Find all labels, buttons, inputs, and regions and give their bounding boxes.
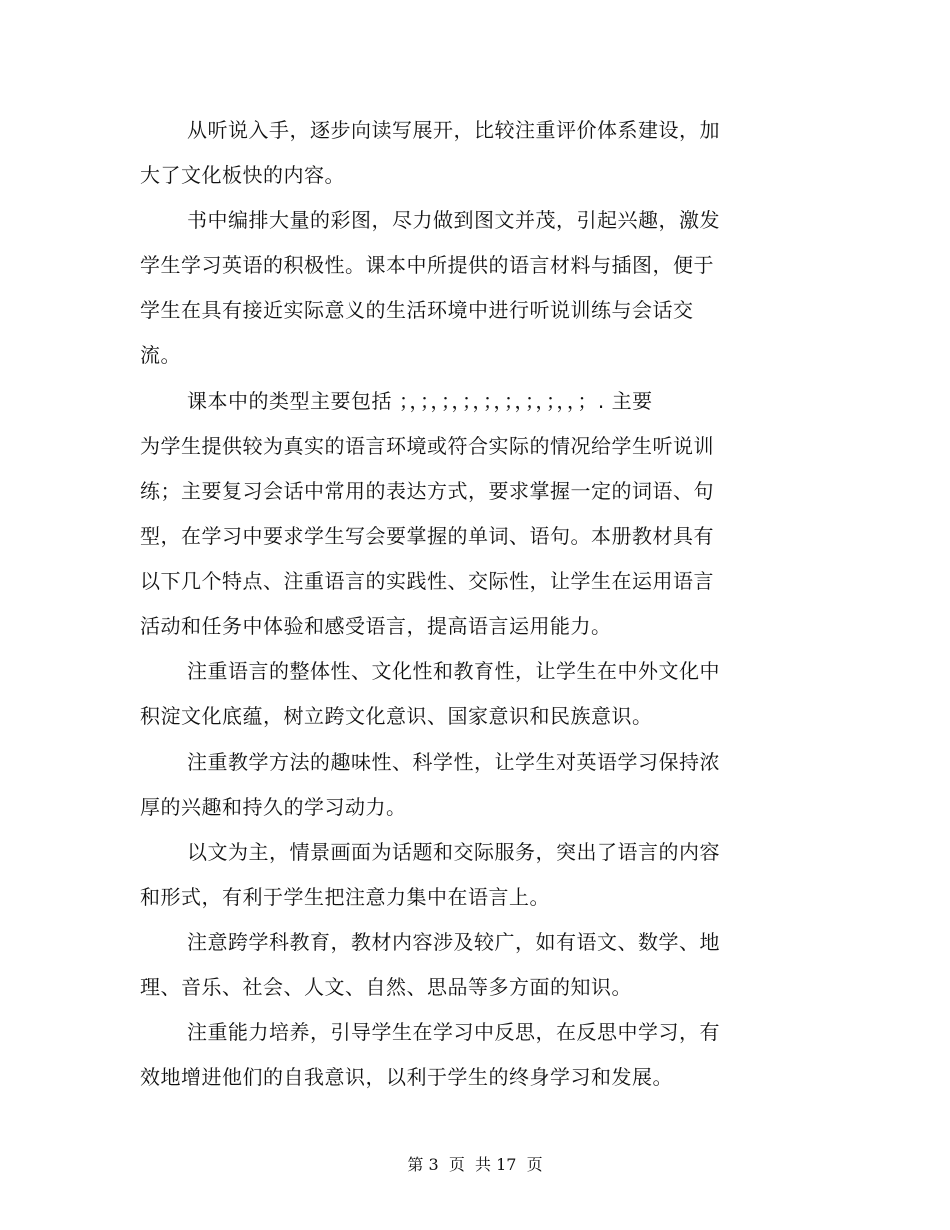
text-line: 注重教学方法的趣味性、科学性，让学生对英语学习保持浓 xyxy=(187,750,720,774)
text-line: 注意跨学科教育，教材内容涉及较广，如有语文、数学、地 xyxy=(187,930,720,954)
text-line: 从听说入手，逐步向读写展开，比较注重评价体系建设，加 xyxy=(187,118,720,142)
text-line: 学生在具有接近实际意义的生活环境中进行听说训练与会话交 xyxy=(140,298,694,322)
text-line: 以文为主，情景画面为话题和交际服务，突出了语言的内容 xyxy=(187,840,720,864)
text-line: 为学生提供较为真实的语言环境或符合实际的情况给学生听说训 xyxy=(140,434,714,458)
text-line: 厚的兴趣和持久的学习动力。 xyxy=(140,795,407,819)
text-line: 效地增进他们的自我意识，以利于学生的终身学习和发展。 xyxy=(140,1065,673,1089)
text-line: 课本中的类型主要包括 ；，；，；，；，；，；，；，；，，；. 主要 xyxy=(187,389,653,413)
text-line: 积淀文化底蕴，树立跨文化意识、国家意识和民族意识。 xyxy=(140,704,653,728)
text-line: 流。 xyxy=(140,343,181,367)
text-line: 活动和任务中体验和感受语言，提高语言运用能力。 xyxy=(140,614,612,638)
text-line: 和形式，有利于学生把注意力集中在语言上。 xyxy=(140,885,550,909)
text-line: 书中编排大量的彩图，尽力做到图文并茂，引起兴趣，激发 xyxy=(187,208,720,232)
page-number-footer: 第 3 页 共 17 页 xyxy=(407,1155,543,1174)
text-line: 注重能力培养，引导学生在学习中反思，在反思中学习，有 xyxy=(187,1020,720,1044)
text-line: 注重语言的整体性、文化性和教育性，让学生在中外文化中 xyxy=(187,659,720,683)
text-line: 型，在学习中要求学生写会要掌握的单词、语句。本册教材具有 xyxy=(140,524,714,548)
text-line: 练；主要复习会话中常用的表达方式，要求掌握一定的词语、句 xyxy=(140,479,714,503)
text-line: 以下几个特点、注重语言的实践性、交际性，让学生在运用语言 xyxy=(140,569,714,593)
text-line: 学生学习英语的积极性。课本中所提供的语言材料与插图，便于 xyxy=(140,253,714,277)
text-line: 理、音乐、社会、人文、自然、思品等多方面的知识。 xyxy=(140,975,632,999)
text-line: 大了文化板快的内容。 xyxy=(140,163,345,187)
